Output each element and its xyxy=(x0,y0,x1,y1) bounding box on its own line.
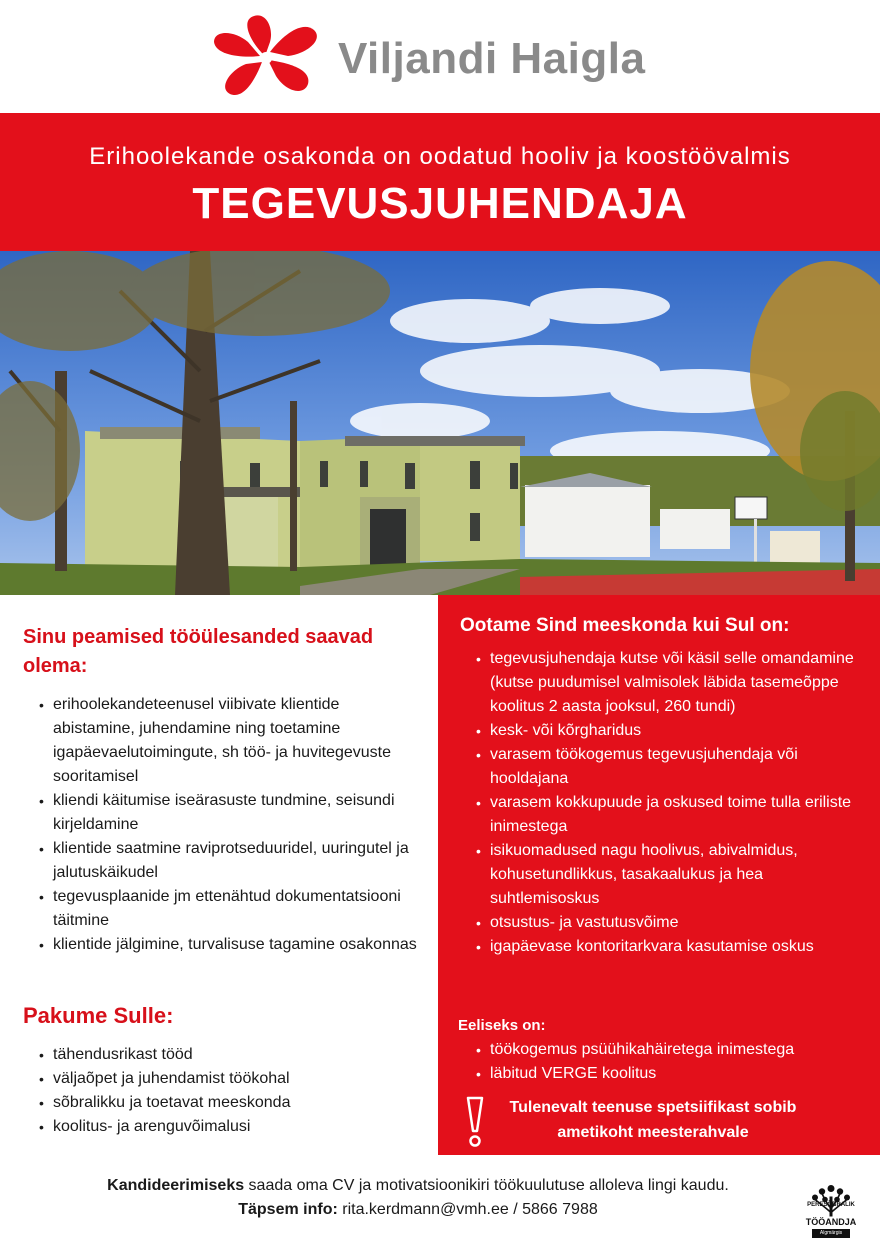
list-item: • töökogemus psüühikahäiretega inimestega xyxy=(460,1038,870,1062)
offer-heading: Pakume Sulle: xyxy=(23,1003,174,1028)
list-item: • isikuomadused nagu hoolivus, abivalmidus, kohusetundlikkus, tasakaalukus ja hea suhtlemisoskus xyxy=(460,839,870,911)
note-text: Tulenevalt teenuse spetsiifikast sobib ametikoht meesterahvale xyxy=(509,1099,797,1141)
right-column xyxy=(438,595,880,1155)
apply-text: saada oma CV ja motivatsioonikiri töökuulutuse alloleva lingi kaudu. xyxy=(244,1177,729,1194)
logo-text: Viljandi Haigla xyxy=(338,34,646,83)
list-item: • igapäevase kontoritarkvara kasutamise oskus xyxy=(460,935,870,959)
contact-label: Täpsem info: xyxy=(238,1201,338,1218)
list-item: • kesk- või kõrgharidus xyxy=(460,719,870,743)
offer-list xyxy=(23,1043,423,1139)
tasks-heading: Sinu peamised tööülesanded saavad olema: xyxy=(23,626,374,677)
left-column xyxy=(0,595,438,1155)
list-item: • kliendi käitumise iseärasuste tundmine, seisundi kirjeldamine xyxy=(23,789,423,837)
contact-text: rita.kerdmann@vmh.ee / 5866 7988 xyxy=(337,1201,598,1218)
footer xyxy=(0,1155,880,1245)
tasks-list xyxy=(23,693,423,957)
list-item: • tegevusjuhendaja kutse või käsil selle omandamine (kutse puudumisel valmisolek läbida tasemeõppe koolitus 2 aasta jooksul, 260 tundi) xyxy=(460,647,870,719)
list-item: • klientide saatmine raviprotseduuridel, uuringutel ja jalutuskäikudel xyxy=(23,837,423,885)
contact-info xyxy=(0,1201,836,1219)
list-item: • tegevusplaanide jm ettenähtud dokumentatsiooni täitmine xyxy=(23,885,423,933)
list-item: • väljaõpet ja juhendamist töökohal xyxy=(23,1067,423,1091)
list-item: • varasem kokkupuude ja oskused toime tulla eriliste inimestega xyxy=(460,791,870,839)
building-photo-illustration xyxy=(0,251,880,595)
building-photo xyxy=(0,251,880,595)
requirements-heading: Ootame Sind meeskonda kui Sul on: xyxy=(460,615,790,636)
list-item: • otsustus- ja vastutusvõime xyxy=(460,911,870,935)
red-flower-logo-icon xyxy=(210,12,328,102)
list-item: • sõbralikku ja toetavat meeskonda xyxy=(23,1091,423,1115)
apply-label: Kandideerimiseks xyxy=(107,1177,245,1194)
preferred-heading: Eeliseks on: xyxy=(458,1017,546,1034)
title-banner xyxy=(0,113,880,251)
banner-subtitle: Erihoolekande osakonda on oodatud hooliv ja koostöövalmis xyxy=(89,143,791,170)
header xyxy=(0,0,880,113)
preferred-list xyxy=(460,1038,870,1086)
requirements-list xyxy=(460,647,870,959)
badge-line1: PERESÕBRALIK xyxy=(807,1202,855,1208)
job-title: TEGEVUSJUHENDAJA xyxy=(192,179,688,228)
exclamation-icon xyxy=(462,1095,488,1149)
badge-line2: TÖÖANDJA xyxy=(805,1217,857,1227)
list-item: • klientide jälgimine, turvalisuse tagamine osakonnas xyxy=(23,933,423,957)
list-item: • tähendusrikast tööd xyxy=(23,1043,423,1067)
list-item: • varasem töökogemus tegevusjuhendaja või hooldajana xyxy=(460,743,870,791)
apply-instructions xyxy=(0,1177,836,1195)
badge-line3: Algmärgis xyxy=(812,1229,850,1238)
list-item: • erihoolekandeteenusel viibivate klientide abistamine, juhendamine ning toetamine igapäevaelutoimingute, sh töö- ja huvitegevuste sooritamisel xyxy=(23,693,423,789)
list-item: • koolitus- ja arenguvõimalusi xyxy=(23,1115,423,1139)
list-item: • läbitud VERGE koolitus xyxy=(460,1062,870,1086)
